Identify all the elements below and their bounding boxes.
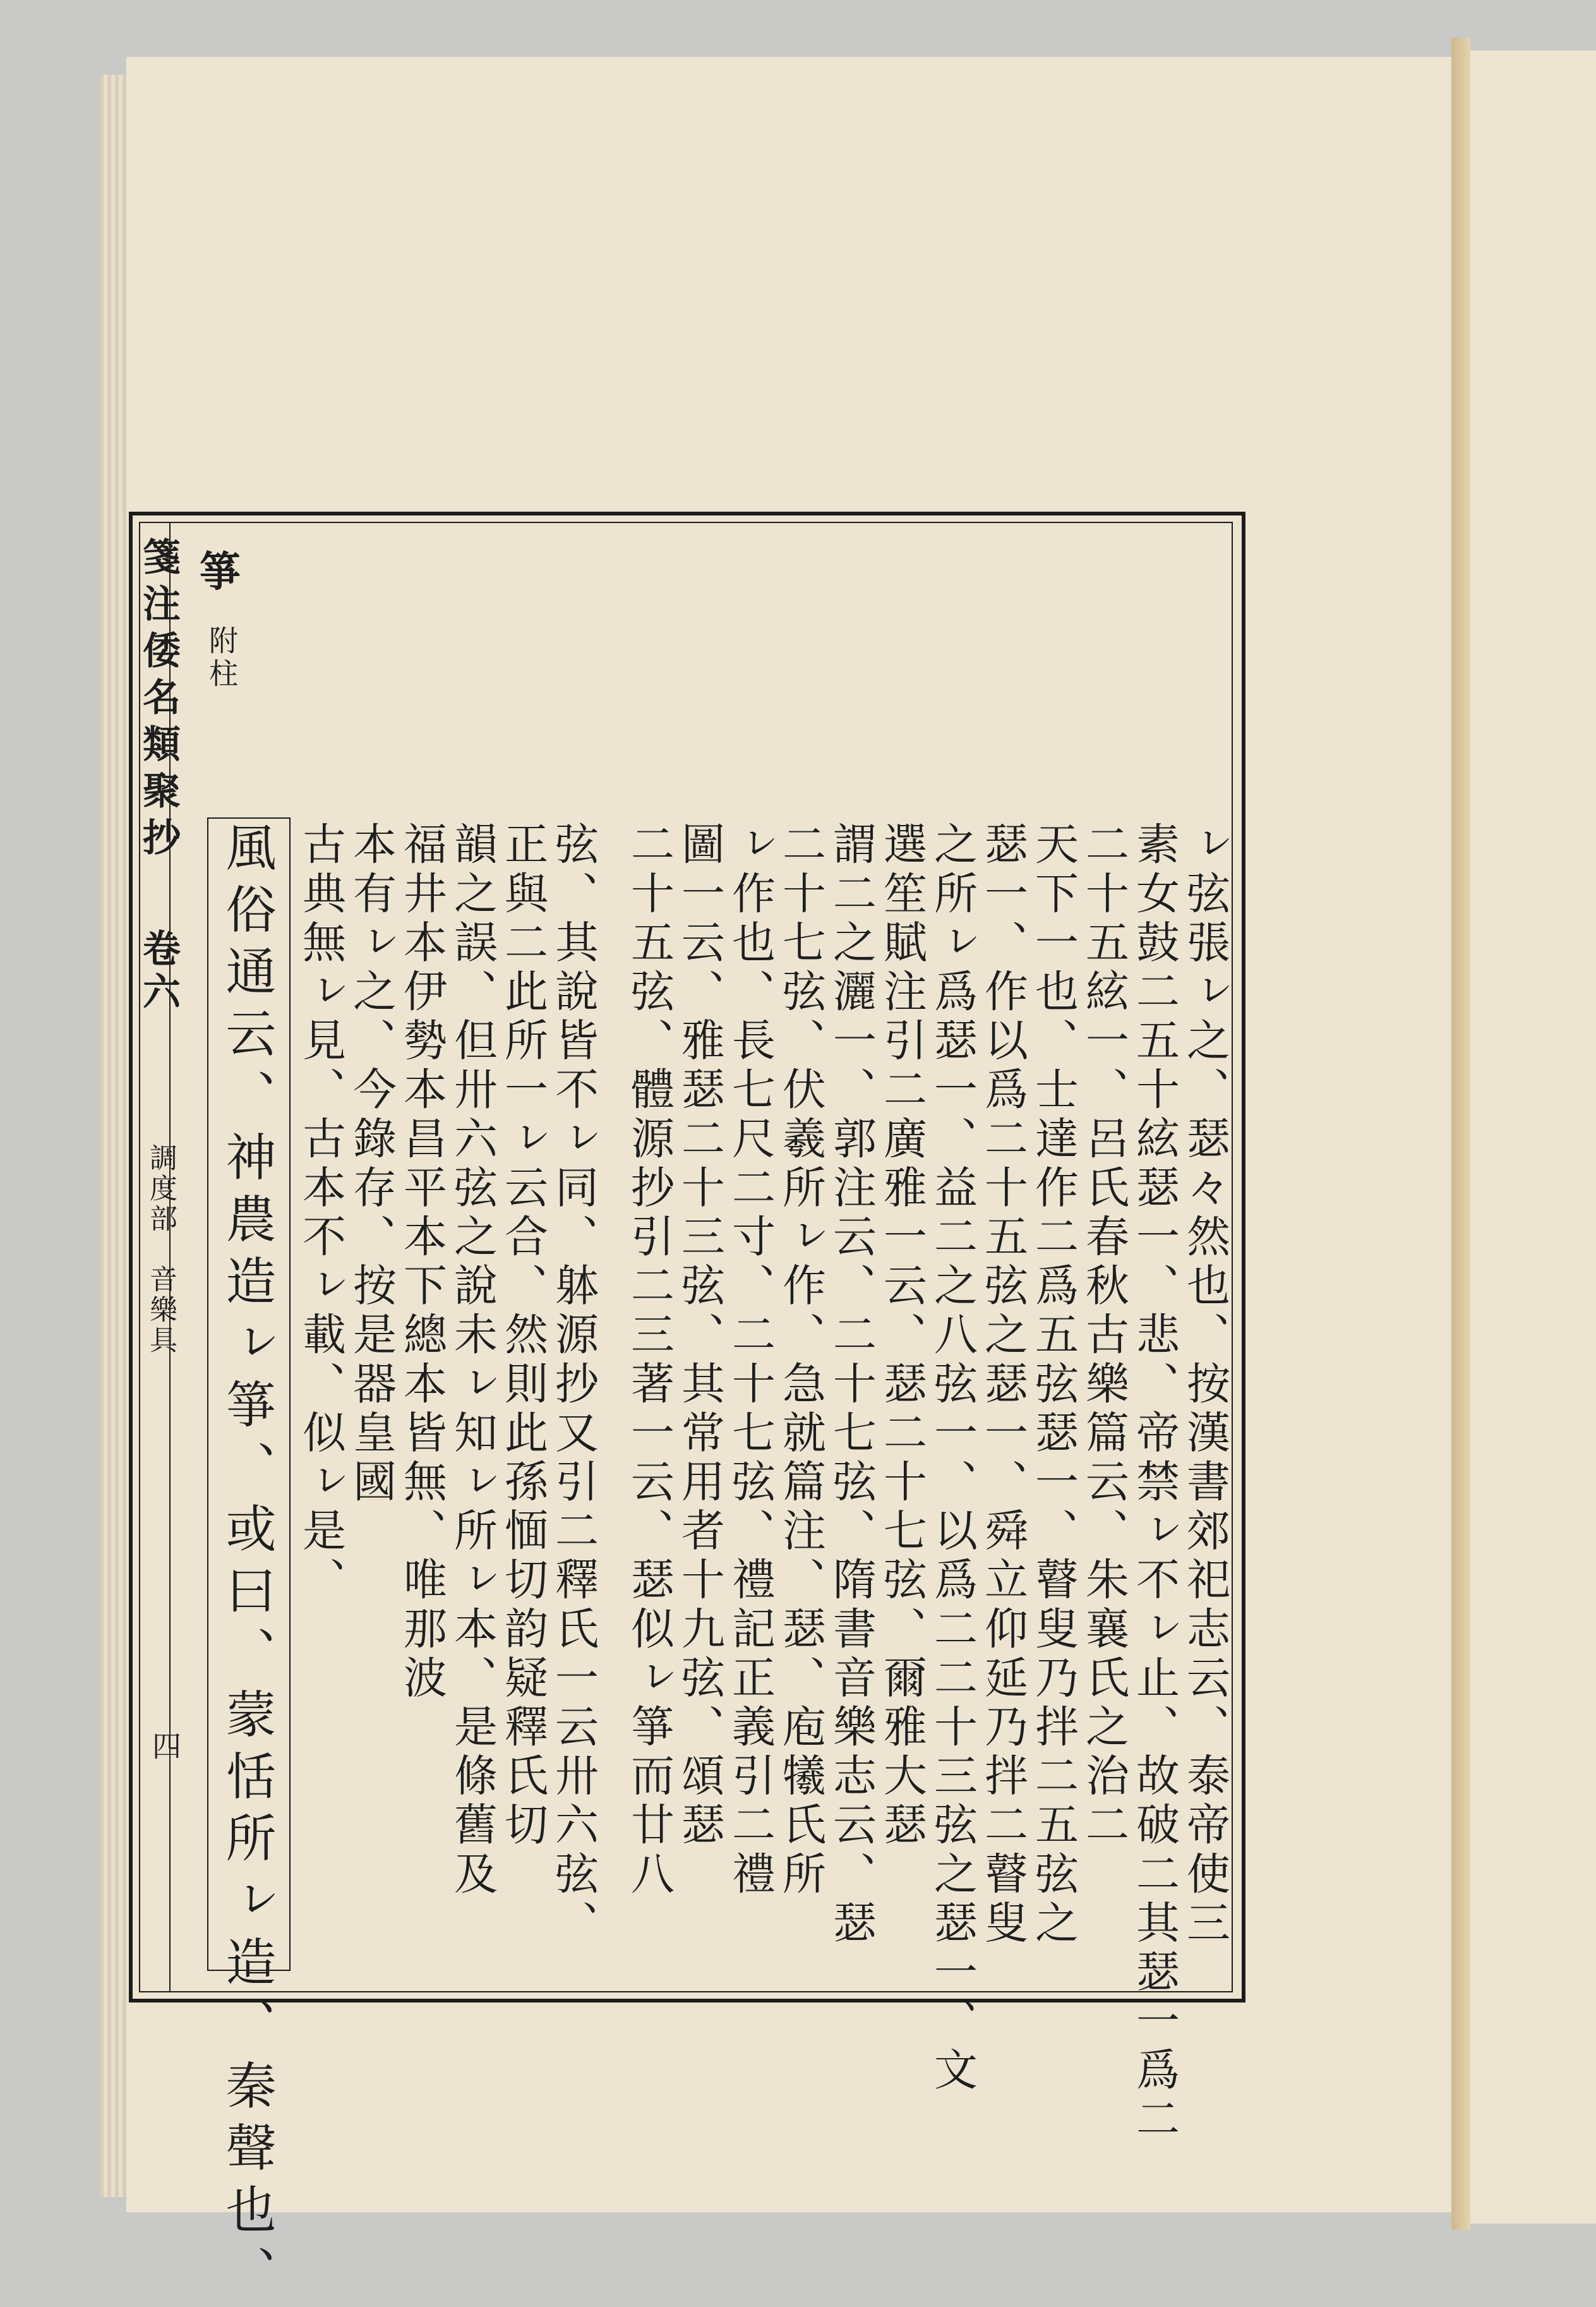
- text-column-18: 古典無ㇾ見、古本不ㇾ載、似ㇾ是、: [295, 821, 345, 1606]
- text-column-2: 素女鼓二五十絃瑟一、悲、帝禁ㇾ不ㇾ止、故破二其瑟一爲二: [1129, 821, 1179, 2145]
- margin-section: 調度部 音樂具: [145, 1143, 177, 1356]
- text-column-8: 謂二之灑一、郭注云、二十七弦、隋書音樂志云、瑟: [825, 821, 876, 1949]
- headword-subnote: 附柱: [205, 625, 239, 691]
- page-number: 四: [148, 1731, 182, 1760]
- text-column-1: ㇾ弦張ㇾ之、瑟々然也、按漢書郊祀志云、泰帝使三: [1179, 821, 1230, 1949]
- text-column-14: 正與二此所一ㇾ云合、然則此孫愐切韵疑釋氏切: [497, 821, 548, 1851]
- margin-volume: 卷六: [136, 929, 181, 1015]
- heading-quote: 風俗通云、神農造ㇾ箏、或曰、蒙恬所ㇾ造、秦聲也、: [217, 821, 276, 2307]
- text-column-13: 弦、其說皆不ㇾ同、躰源抄又引二釋氏一云卅六弦、: [548, 821, 598, 1949]
- text-column-9: 二十七弦、伏羲所ㇾ作、急就篇注、瑟、庖犧氏所: [775, 821, 825, 1900]
- text-column-17: 本有ㇾ之、今錄存、按是器皇國: [345, 821, 396, 1508]
- text-column-4: 天下一也、士達作二爲五弦瑟一、瞽叟乃拌二五弦之: [1028, 821, 1078, 1949]
- text-column-3: 二十五絃一、呂氏春秋古樂篇云、朱襄氏之治二: [1078, 821, 1129, 1851]
- text-column-16: 福井本伊勢本昌平本下總本皆無、唯那波: [396, 821, 447, 1704]
- text-column-6: 之所ㇾ爲瑟一、益二之八弦一、以爲二二十三弦之瑟一、文: [927, 821, 977, 2096]
- facing-page: [1470, 51, 1596, 2224]
- text-column-7: 選笙賦注引二廣雅一云、瑟二十七弦、爾雅大瑟: [876, 821, 927, 1851]
- book-gutter: [1451, 38, 1470, 2230]
- text-column-5: 瑟一、作以爲二十五弦之瑟一、舜立仰延乃拌二瞽叟: [977, 821, 1028, 1949]
- text-column-15: 韻之誤、但卅六弦之說未ㇾ知ㇾ所ㇾ本、是條舊及: [447, 821, 497, 1900]
- text-column-11: 圖一云、雅瑟二十三弦、其常用者十九弦、頌瑟: [674, 821, 724, 1851]
- text-column-12: 二十五弦、體源抄引二三著一云、瑟似ㇾ箏而廿八: [623, 821, 674, 1900]
- text-column-10: ㇾ作也、長七尺二寸、二十七弦、禮記正義引二禮: [724, 821, 775, 1900]
- margin-title: 箋注倭名類聚抄: [136, 537, 181, 864]
- headword: 箏: [192, 550, 241, 595]
